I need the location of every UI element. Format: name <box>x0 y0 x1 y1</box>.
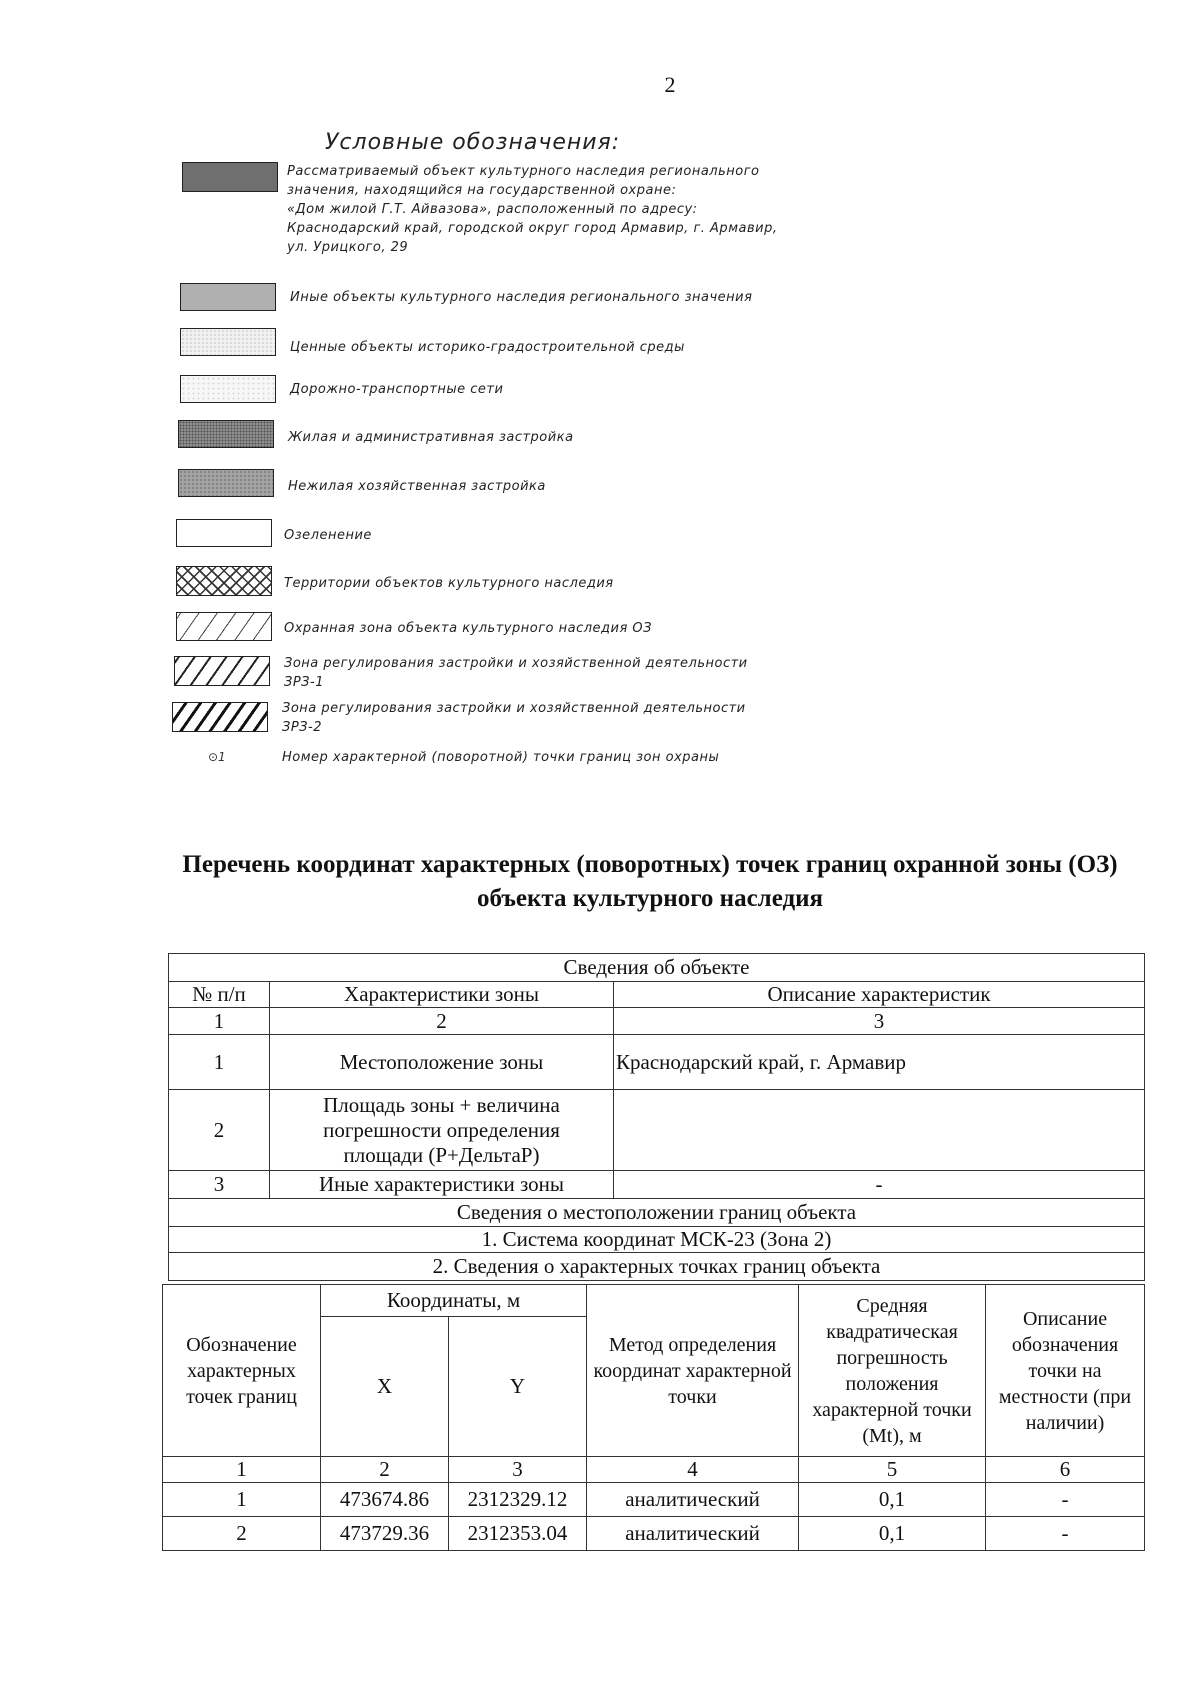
legend-text: Жилая и административная застройка <box>288 430 574 445</box>
legend-text: Озеленение <box>284 528 372 543</box>
point-method: аналитический <box>587 1483 799 1517</box>
col-number: 1 <box>163 1457 321 1483</box>
header-accuracy: Средняя квадратическая погрешность положения характерной точки (Mt), м <box>799 1285 986 1457</box>
table-row <box>169 1035 1145 1090</box>
row-value: Краснодарский край, г. Армавир <box>614 1035 1145 1090</box>
table-row <box>163 1517 1145 1551</box>
header-method: Метод определения координат характерной точки <box>587 1285 799 1457</box>
object-info-header: Сведения об объекте <box>169 954 1145 982</box>
row-value <box>614 1090 1145 1171</box>
legend-swatch-zrz2 <box>172 702 268 732</box>
legend-text: Рассматриваемый объект культурного наследия регионального значения, находящийся на государственной охране: «Дом жилой Г.Т. Айвазова», расположенный по адресу: Краснодарский край, городской округ город Армавир, г. Армавир, ул. Урицкого, 29 <box>287 164 778 255</box>
col-number: 1 <box>169 1008 270 1035</box>
table-row <box>169 982 1145 1008</box>
legend-swatch-valuable-objects <box>180 328 276 356</box>
point-y: 2312329.12 <box>449 1483 587 1517</box>
point-method: аналитический <box>587 1517 799 1551</box>
col-number: 6 <box>986 1457 1145 1483</box>
point-description: - <box>986 1517 1145 1551</box>
row-name: Местоположение зоны <box>270 1035 614 1090</box>
legend-title: Условные обозначения: <box>325 130 621 155</box>
col-number: 5 <box>799 1457 986 1483</box>
table-row <box>169 954 1145 982</box>
header-y: Y <box>449 1317 587 1457</box>
header-x: X <box>321 1317 449 1457</box>
col-header-num: № п/п <box>169 982 270 1008</box>
point-marker-icon: ⊙1 <box>208 750 226 764</box>
point-accuracy: 0,1 <box>799 1483 986 1517</box>
header-coords: Координаты, м <box>321 1285 587 1317</box>
col-header-description: Описание характеристик <box>614 982 1145 1008</box>
table-row <box>169 1171 1145 1199</box>
row-value: - <box>614 1171 1145 1199</box>
object-info-table <box>168 953 1145 1281</box>
point-accuracy: 0,1 <box>799 1517 986 1551</box>
point-id: 1 <box>163 1483 321 1517</box>
col-header-characteristics: Характеристики зоны <box>270 982 614 1008</box>
col-number: 4 <box>587 1457 799 1483</box>
legend-swatch-nonresidential <box>178 469 274 497</box>
legend-swatch-protected-zone <box>176 612 272 641</box>
row-num: 2 <box>169 1090 270 1171</box>
legend-swatch-road-networks <box>180 375 276 403</box>
row-name: Иные характеристики зоны <box>270 1171 614 1199</box>
point-id: 2 <box>163 1517 321 1551</box>
legend-swatch-regional-object <box>182 162 278 192</box>
point-description: - <box>986 1483 1145 1517</box>
legend-text: Нежилая хозяйственная застройка <box>288 479 546 494</box>
legend-text: Охранная зона объекта культурного наследия ОЗ <box>284 621 652 636</box>
row-num: 1 <box>169 1035 270 1090</box>
table-row <box>163 1457 1145 1483</box>
col-number: 3 <box>614 1008 1145 1035</box>
legend-text: Зона регулирования застройки и хозяйственной деятельности ЗРЗ-1 <box>284 656 748 690</box>
table-row <box>169 1090 1145 1171</box>
col-number: 3 <box>449 1457 587 1483</box>
table-row <box>169 1227 1145 1253</box>
table-row <box>169 1253 1145 1281</box>
page-number: 2 <box>664 72 676 97</box>
points-header: 2. Сведения о характерных точках границ объекта <box>169 1253 1145 1281</box>
location-header: Сведения о местоположении границ объекта <box>169 1199 1145 1227</box>
header-designation: Обозначение характерных точек границ <box>163 1285 321 1457</box>
points-table <box>162 1284 1145 1551</box>
legend-swatch-heritage-territory <box>176 566 272 596</box>
legend-swatch-other-objects <box>180 283 276 311</box>
table-row <box>163 1285 1145 1317</box>
row-num: 3 <box>169 1171 270 1199</box>
col-number: 2 <box>321 1457 449 1483</box>
point-y: 2312353.04 <box>449 1517 587 1551</box>
coord-system: 1. Система координат МСК-23 (Зона 2) <box>169 1227 1145 1253</box>
legend-text: Зона регулирования застройки и хозяйственной деятельности ЗРЗ-2 <box>282 701 746 735</box>
header-description: Описание обозначения точки на местности (при наличии) <box>986 1285 1145 1457</box>
row-name: Площадь зоны + величина погрешности определения площади (P+ДельтаP) <box>270 1090 614 1171</box>
document-title: Перечень координат характерных (поворотных) точек границ охранной зоны (ОЗ) объекта культурного наследия <box>182 851 1118 912</box>
table-row <box>169 1199 1145 1227</box>
legend-text: Ценные объекты историко-градостроительной среды <box>290 340 685 355</box>
table-row <box>163 1483 1145 1517</box>
legend-swatch-greenery <box>176 519 272 547</box>
point-x: 473729.36 <box>321 1517 449 1551</box>
legend-text: Номер характерной (поворотной) точки границ зон охраны <box>282 750 720 765</box>
col-number: 2 <box>270 1008 614 1035</box>
legend-swatch-residential <box>178 420 274 448</box>
point-x: 473674.86 <box>321 1483 449 1517</box>
legend-text: Иные объекты культурного наследия регионального значения <box>290 290 753 305</box>
legend-text: Территории объектов культурного наследия <box>284 576 614 591</box>
table-row <box>169 1008 1145 1035</box>
legend-swatch-zrz1 <box>174 656 270 686</box>
legend-text: Дорожно-транспортные сети <box>290 382 504 397</box>
